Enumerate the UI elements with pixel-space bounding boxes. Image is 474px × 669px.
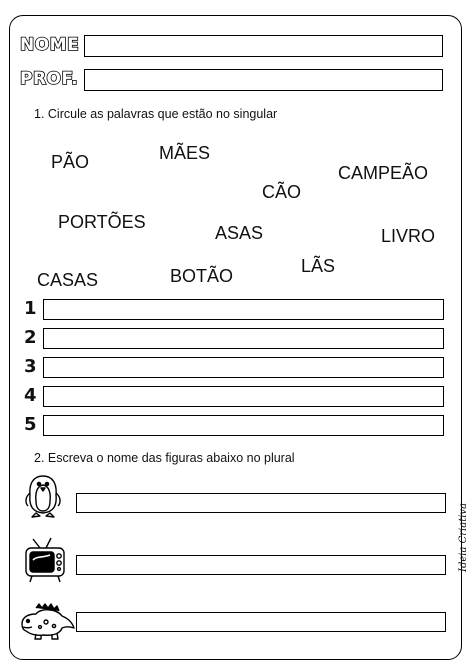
teacher-label: PROF.	[20, 69, 79, 89]
word-maes[interactable]: MÃES	[159, 143, 211, 163]
answer-line-1[interactable]	[43, 299, 444, 320]
word-casas[interactable]: CASAS	[37, 270, 99, 290]
answer-line-3[interactable]	[43, 357, 444, 378]
word-las[interactable]: LÃS	[301, 256, 336, 276]
word-livro[interactable]: LIVRO	[381, 226, 436, 246]
word-campeao[interactable]: CAMPEÃO	[338, 163, 429, 183]
teacher-field[interactable]	[84, 69, 443, 91]
word-portoes[interactable]: PORTÕES	[58, 212, 146, 232]
plural-answer-3[interactable]	[76, 612, 446, 632]
word-cao[interactable]: CÃO	[262, 182, 302, 202]
dinosaur-icon	[14, 600, 76, 640]
line-number: 5	[24, 414, 37, 435]
line-number: 4	[24, 385, 37, 406]
line-number: 2	[24, 327, 37, 348]
name-label: NOME	[20, 35, 80, 55]
answer-line-4[interactable]	[43, 386, 444, 407]
answer-line-5[interactable]	[43, 415, 444, 436]
q2-instruction: 2. Escreva o nome das figuras abaixo no plural	[34, 451, 295, 465]
answer-line-2[interactable]	[43, 328, 444, 349]
television-icon	[20, 536, 70, 584]
penguin-icon	[20, 473, 66, 519]
plural-answer-2[interactable]	[76, 555, 446, 575]
q1-instruction: 1. Circule as palavras que estão no singular	[34, 107, 278, 121]
brand-watermark: Ideia Criativa	[458, 502, 469, 572]
word-pao[interactable]: PÃO	[51, 152, 90, 172]
word-asas[interactable]: ASAS	[215, 223, 264, 243]
line-number: 3	[24, 356, 37, 377]
plural-answer-1[interactable]	[76, 493, 446, 513]
name-field[interactable]	[84, 35, 443, 57]
word-botao[interactable]: BOTÃO	[170, 266, 234, 286]
line-number: 1	[24, 298, 37, 319]
